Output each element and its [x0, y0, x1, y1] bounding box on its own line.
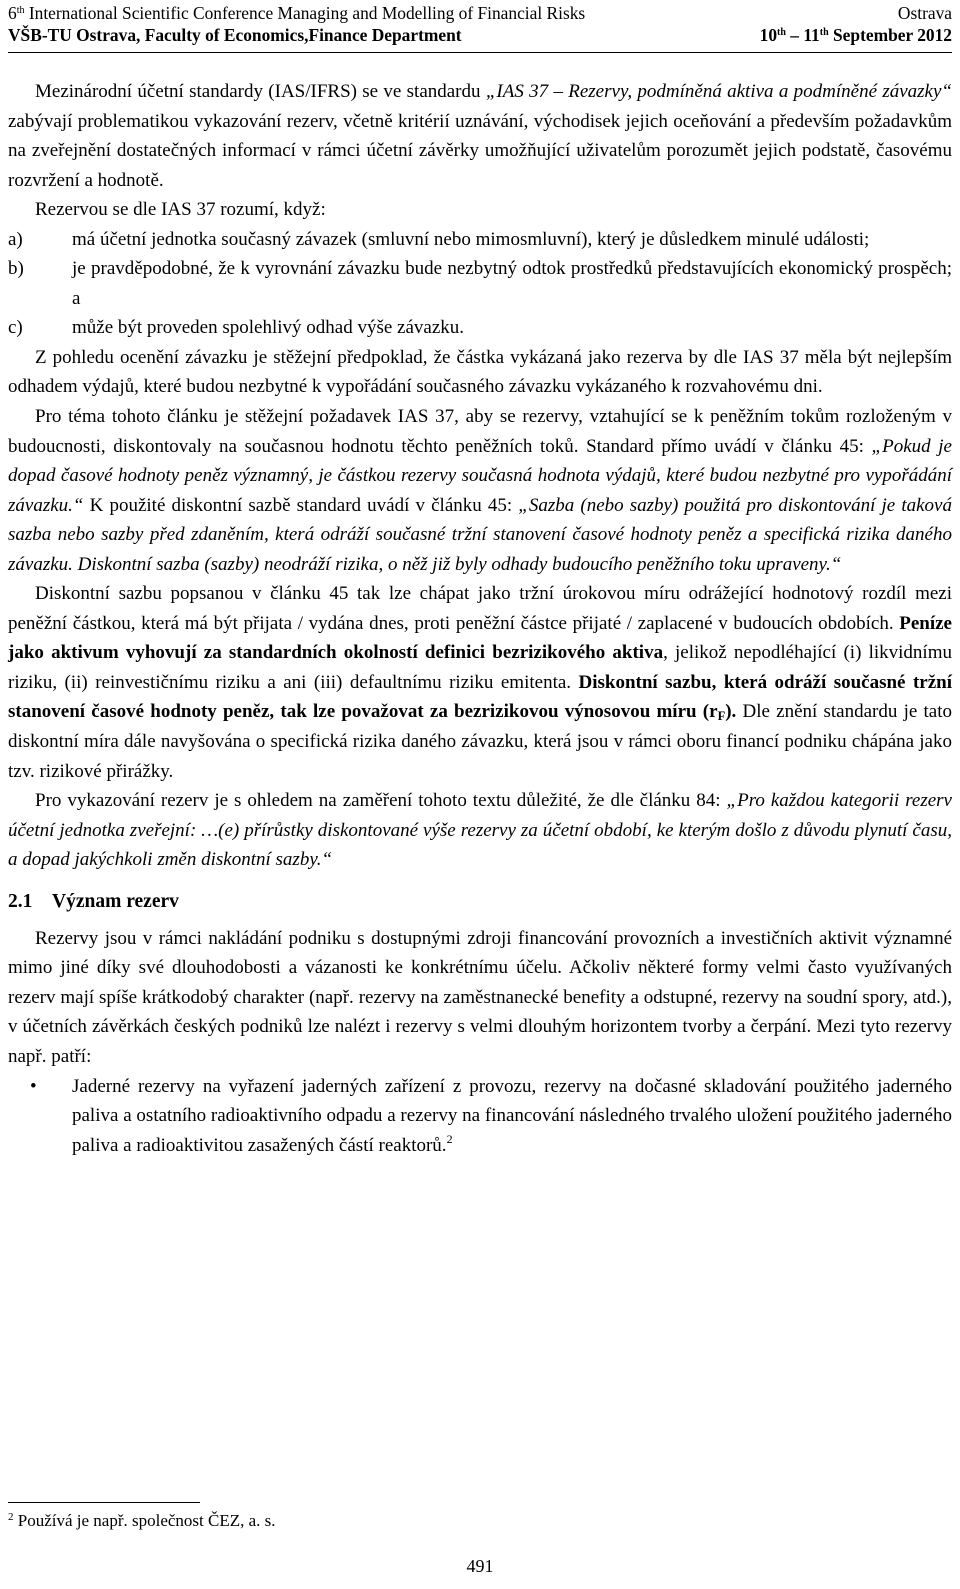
section-heading: 2.1 Význam rezerv: [8, 890, 179, 912]
header-date: 10th – 11th September 2012: [759, 25, 952, 45]
list-item: b) je pravděpodobné, že k vyrovnání závazku bude nezbytný odtok prostředků představujících ekonomický prospěch; a: [8, 258, 952, 309]
body-text: [8, 77, 952, 1160]
paragraph-intro: Mezinárodní účetní standardy (IAS/IFRS) se ve standardu „IAS 37 – Rezervy, podmíněná aktiva a podmíněné závazky“ zabývají problematikou vykazování rezerv, včetně kritérií uznávání, východisek jejich oceňování a především požadavkům na zveřejnění dostatečných informací v rámci účetní závěrky umožňující uživatelům porozumět jejich podstatě, časovému rozvržení a hodnotě.: [8, 81, 952, 191]
criteria-list: [8, 225, 952, 343]
paper-page: [8, 0, 952, 1589]
page-number: 491: [466, 1556, 494, 1576]
list-item: c) může být proveden spolehlivý odhad výše závazku.: [8, 317, 465, 339]
paragraph-valuation: Z pohledu ocenění závazku je stěžejní předpoklad, že částka vykázaná jako rezerva by dle IAS 37 měla být nejlepším odhadem výdajů, které budou nezbytné k vypořádání současného závazku vykázaného k rozvahovému dni.: [8, 346, 952, 398]
paragraph-reporting: Pro vykazování rezerv je s ohledem na zaměření tohoto textu důležité, že dle článku 84: „Pro každou kategorii rezerv účetní jednotka zveřejní: …(e) přírůstky diskontované výše rezervy za účetní období, ke kterým došlo z důvodu plynutí času, a dopad jakýchkoli změn diskontní sazby.“: [8, 790, 952, 871]
header-institution: VŠB-TU Ostrava, Faculty of Economics,Finance Department: [8, 25, 462, 45]
list-item: • Jaderné rezervy na vyřazení jaderných zařízení z provozu, rezervy na dočasné skladování použitého jaderného paliva a ostatního radioaktivního odpadu a rezervy na financování následného trvalého uložení použitého jaderného paliva a radioaktivitou zasažených částí reaktorů.$^2$: [30, 1075, 952, 1156]
list-item: a) má účetní jednotka současný závazek (smluvní nebo mimosmluvní), který je důsledkem minulé události;: [8, 228, 870, 250]
footnote-ref: 2: [446, 1131, 453, 1146]
paragraph-discounting: Pro téma tohoto článku je stěžejní požadavek IAS 37, aby se rezervy, vztahující se k peněžním tokům rozloženým v budoucnosti, diskontovaly na současnou hodnotu těchto peněžních toků. Standard přímo uvádí v článku 45: „Pokud je dopad časové hodnoty peněz významný, je částkou rezervy současná hodnota výdajů, které budou nezbytné pro vypořádání závazku.“ K použité diskontní sazbě standard uvádí v článku 45: „Sazba (nebo sazby) použitá pro diskontování je taková sazba nebo sazby před zdaněním, která odráží současné tržní stanovení časové hodnoty peněz a specifická rizika daného závazku. Diskontní sazba (sazby) neodráží rizika, o něž již byly odhady budoucího peněžního toku upraveny.“: [8, 406, 952, 575]
footnote-divider: [8, 1502, 200, 1503]
header-city: Ostrava: [897, 3, 952, 23]
running-header: [8, 2, 952, 46]
paragraph-definition: Rezervou se dle IAS 37 rozumí, když:: [35, 199, 326, 221]
paragraph-significance: Rezervy jsou v rámci nakládání podniku s dostupnými zdroji financování provozních a investičních aktivit významné mimo jiné díky své dlouhodobosti a vázanosti ke konkrétnímu účelu. Ačkoliv některé formy velmi často využívaných rezerv mají spíše krátkodobý charakter (např. rezervy na zaměstnanecké benefity a odstupné, rezervy na soudní spory, atd.), v účetních závěrkách českých podniků lze nalézt i rezervy s velmi dlouhým horizontem tvorby a čerpání. Mezi tyto rezervy např. patří:: [8, 927, 952, 1067]
reserve-examples: [8, 1072, 952, 1161]
footnote: $^2$ Používá je např. společnost ČEZ, a. s.: [8, 1511, 276, 1530]
header-conference: 6th International Scientific Conference Managing and Modelling of Financial Risks: [8, 3, 586, 23]
header-divider: [8, 52, 952, 53]
paragraph-discount-rate: Diskontní sazbu popsanou v článku 45 tak lze chápat jako tržní úrokovou míru odrážející hodnotový rozdíl mezi peněžní částkou, která má být přijata / vydána dnes, proti peněžní částce přijaté / zaplacené v budoucích obdobích. Peníze jako aktivum vyhovují za standardních okolností definici bezrizikového aktiva, jelikož nepodléhající (i) likvidnímu riziku, (ii) reinvestičnímu riziku a ani (iii) defaultnímu riziku emitenta. Diskontní sazbu, která odráží současné tržní stanovení časové hodnoty peněz, tak lze považovat za bezrizikovou výnosovou míru $(r_F)$. Dle znění standardu je tato diskontní míra dále navyšována o specifická rizika daného závazku, která jsou v rámci oboru financí podniku chápána jako tzv. rizikové přirážky.: [8, 583, 952, 782]
